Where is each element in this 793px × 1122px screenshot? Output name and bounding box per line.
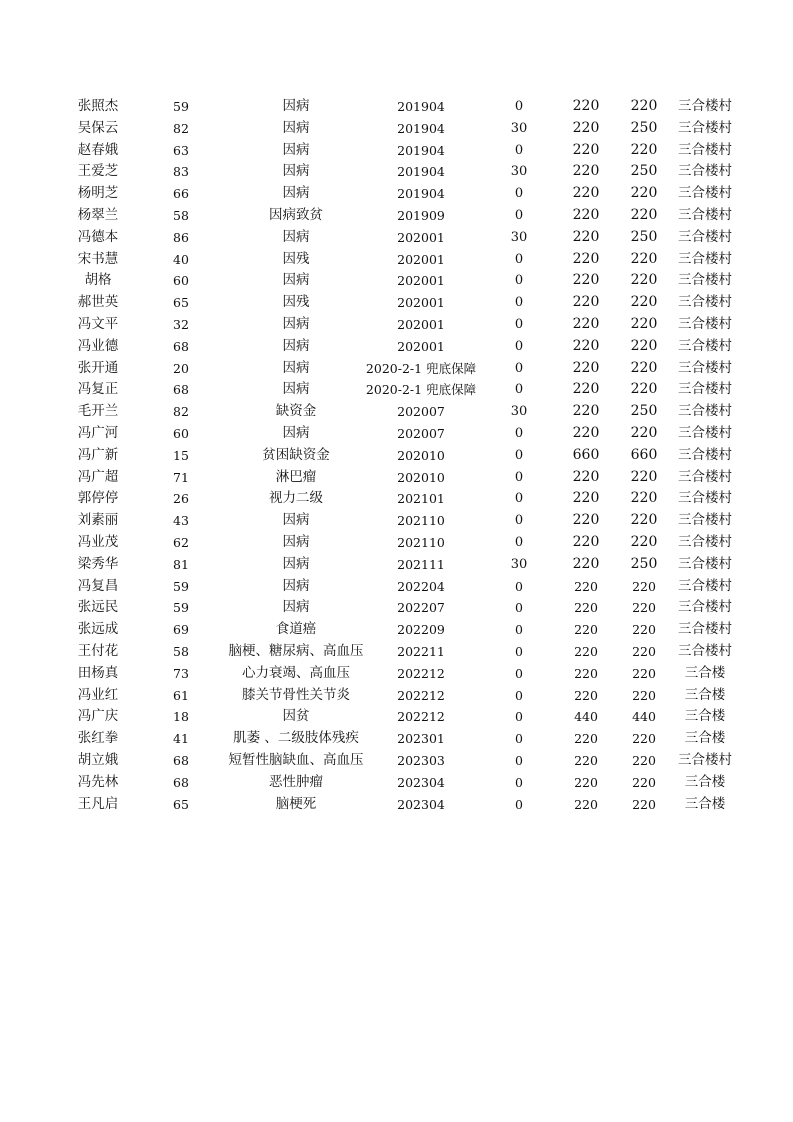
base-amount: 220 [572,163,600,180]
total-amount: 250 [630,228,658,245]
extra-amount: 30 [510,229,528,245]
recipient-age: 58 [173,207,189,223]
extra-amount: 0 [514,316,524,332]
recipient-age: 82 [173,120,189,136]
total-amount: 220 [632,796,656,812]
table-row [0,140,793,162]
table-row [0,314,793,336]
recipient-age: 66 [173,186,189,202]
start-date: 202001 [397,229,445,245]
total-amount: 220 [632,731,656,747]
recipient-name: 吴保云 [77,119,119,136]
village-name: 三合楼村 [678,642,732,659]
table-row [0,205,793,227]
total-amount: 440 [632,709,656,725]
poverty-reason: 视力二级 [269,490,323,507]
poverty-reason: 因病 [282,337,310,354]
recipient-age: 59 [173,600,189,616]
base-amount: 220 [572,228,600,245]
village-name: 三合楼村 [678,272,732,289]
poverty-reason: 因病 [282,163,310,180]
total-amount: 220 [630,141,658,158]
base-amount: 660 [572,446,600,463]
base-amount: 220 [574,643,598,659]
recipient-age: 59 [173,99,189,114]
total-amount: 220 [630,533,658,550]
table-row [0,750,793,772]
start-date: 202001 [397,316,445,332]
table-row [0,728,793,750]
base-amount: 220 [574,578,598,594]
start-date: 201904 [397,120,445,136]
total-amount: 220 [630,512,658,529]
start-date: 202007 [397,404,445,420]
recipient-name: 张开通 [77,359,119,376]
base-amount: 220 [572,250,600,267]
start-date: 201909 [397,207,445,223]
village-name: 三合楼村 [678,446,732,463]
start-date: 202010 [397,469,445,485]
table-row [0,794,793,816]
recipient-name: 冯广超 [77,468,119,485]
base-amount: 220 [574,796,598,812]
total-amount: 220 [630,337,658,354]
base-amount: 220 [572,315,600,332]
start-date: 202111 [397,556,445,572]
recipient-age: 26 [173,491,189,507]
table-row [0,161,793,183]
table-row [0,336,793,358]
start-date: 202001 [397,273,445,289]
village-name: 三合楼村 [678,381,732,398]
poverty-reason: 因残 [282,294,310,311]
table-row [0,488,793,510]
recipient-age: 41 [173,731,189,747]
recipient-age: 62 [173,534,189,550]
poverty-reason: 因病 [282,185,310,202]
recipient-name: 杨翠兰 [77,206,119,223]
recipient-age: 81 [173,556,189,572]
recipient-name: 赵春娥 [77,141,119,158]
total-amount: 220 [632,687,656,703]
total-amount: 220 [630,206,658,223]
extra-amount: 0 [515,600,523,616]
extra-amount: 30 [510,556,528,572]
recipient-age: 65 [173,295,189,311]
extra-amount: 0 [514,447,524,463]
extra-amount: 0 [515,643,523,659]
base-amount: 220 [574,731,598,747]
extra-amount: 0 [515,709,523,725]
recipient-name: 梁秀华 [77,555,119,572]
extra-amount: 30 [510,164,528,180]
total-amount: 220 [632,600,656,616]
start-date: 202212 [397,687,445,703]
poverty-reason: 因病 [282,98,310,114]
poverty-reason: 因病 [282,315,310,332]
village-name: 三合楼村 [678,294,732,311]
extra-amount: 0 [514,491,524,507]
start-date: 202211 [397,643,445,659]
recipient-age: 83 [173,164,189,180]
base-amount: 220 [572,206,600,223]
total-amount: 250 [630,119,658,136]
village-name: 三合楼村 [678,424,732,441]
village-name: 三合楼村 [678,512,732,529]
start-date: 202110 [397,534,445,550]
base-amount: 220 [572,403,600,420]
poverty-reason: 因病 [282,228,310,245]
table-row [0,510,793,532]
poverty-reason: 因病 [282,272,310,289]
start-date: 202304 [397,774,445,790]
extra-amount: 0 [514,186,524,202]
table-row [0,423,793,445]
base-amount: 220 [574,665,598,681]
poverty-reason: 短暂性脑缺血、高血压 [228,751,364,768]
recipient-age: 65 [173,796,189,812]
extra-amount: 0 [514,338,524,354]
start-date: 202007 [397,425,445,441]
base-amount: 220 [572,272,600,289]
table-row [0,532,793,554]
total-amount: 220 [630,294,658,311]
start-date: 202001 [397,295,445,311]
poverty-reason: 因病 [282,141,310,158]
start-date: 202212 [397,665,445,681]
poverty-reason: 食道癌 [275,621,317,638]
start-date: 202301 [397,731,445,747]
recipient-age: 68 [173,382,189,398]
total-amount: 220 [630,98,658,114]
table-row [0,663,793,685]
table-row [0,576,793,598]
recipient-name: 胡立娥 [77,751,119,768]
village-name: 三合楼 [684,773,726,790]
table-row [0,772,793,794]
start-date: 202209 [397,622,445,638]
base-amount: 220 [572,555,600,572]
table-row [0,597,793,619]
village-name: 三合楼村 [678,599,732,616]
table-row [0,706,793,728]
village-name: 三合楼 [684,664,726,681]
total-amount: 220 [632,665,656,681]
table-row [0,467,793,489]
poverty-reason: 缺资金 [275,403,317,420]
recipient-name: 张远成 [77,621,119,638]
village-name: 三合楼村 [678,751,732,768]
total-amount: 220 [630,424,658,441]
base-amount: 220 [572,381,600,398]
extra-amount: 0 [514,142,524,158]
recipient-name: 王爱芝 [77,163,119,180]
start-date: 202001 [397,338,445,354]
start-date: 202304 [397,796,445,812]
recipient-age: 20 [173,360,189,376]
start-date: 202010 [397,447,445,463]
poverty-reason: 因病 [282,359,310,376]
recipient-name: 冯业茂 [77,533,119,550]
recipient-name: 毛开兰 [77,403,119,420]
village-name: 三合楼村 [678,337,732,354]
poverty-reason: 因病 [282,512,310,529]
village-name: 三合楼 [684,730,726,747]
table-row [0,96,793,118]
poverty-reason: 脑梗、糖尿病、高血压 [228,642,364,659]
start-date: 202204 [397,578,445,594]
recipient-age: 63 [173,142,189,158]
poverty-reason: 因病 [282,577,310,594]
village-name: 三合楼村 [678,403,732,420]
recipient-age: 86 [173,229,189,245]
recipient-name: 冯德本 [77,228,119,245]
village-name: 三合楼村 [678,250,732,267]
base-amount: 220 [572,424,600,441]
recipient-name: 冯文平 [77,315,119,332]
poverty-reason: 因病致贫 [269,206,323,223]
village-name: 三合楼村 [678,185,732,202]
recipient-age: 18 [173,709,189,725]
village-name: 三合楼村 [678,119,732,136]
poverty-reason: 因病 [282,533,310,550]
recipient-age: 69 [173,622,189,638]
start-date: 201904 [397,142,445,158]
village-name: 三合楼村 [678,533,732,550]
extra-amount: 0 [514,99,524,114]
poverty-reason: 因残 [282,250,310,267]
village-name: 三合楼村 [678,228,732,245]
village-name: 三合楼 [684,708,726,725]
extra-amount: 0 [515,796,523,812]
recipient-age: 43 [173,513,189,529]
total-amount: 220 [632,578,656,594]
extra-amount: 0 [514,534,524,550]
poverty-reason: 淋巴瘤 [275,468,317,485]
table-row [0,292,793,314]
recipient-age: 73 [173,665,189,681]
poverty-reason: 因病 [282,599,310,616]
village-name: 三合楼 [684,795,726,812]
recipient-name: 张远民 [77,599,119,616]
extra-amount: 0 [515,665,523,681]
base-amount: 220 [572,98,600,114]
assistance-table [0,96,793,815]
village-name: 三合楼村 [678,315,732,332]
recipient-age: 82 [173,404,189,420]
poverty-reason: 恶性肿瘤 [269,773,323,790]
base-amount: 220 [574,687,598,703]
total-amount: 660 [630,446,658,463]
table-row [0,554,793,576]
extra-amount: 0 [514,273,524,289]
total-amount: 220 [630,185,658,202]
table-row [0,270,793,292]
table-row [0,685,793,707]
base-amount: 220 [572,490,600,507]
recipient-age: 68 [173,774,189,790]
recipient-age: 71 [173,469,189,485]
base-amount: 220 [574,752,598,768]
poverty-reason: 因病 [282,555,310,572]
recipient-name: 郝世英 [77,294,119,311]
base-amount: 220 [572,119,600,136]
recipient-name: 冯广河 [77,424,119,441]
poverty-reason: 因病 [282,424,310,441]
base-amount: 220 [572,359,600,376]
village-name: 三合楼村 [678,468,732,485]
table-row [0,249,793,271]
extra-amount: 30 [510,404,528,420]
village-name: 三合楼 [684,686,726,703]
recipient-name: 王凡启 [77,795,119,812]
village-name: 三合楼村 [678,577,732,594]
village-name: 三合楼村 [678,490,732,507]
extra-amount: 0 [515,687,523,703]
base-amount: 220 [574,774,598,790]
poverty-reason: 膝关节骨性关节炎 [242,686,350,703]
village-name: 三合楼村 [678,163,732,180]
extra-amount: 0 [514,425,524,441]
village-name: 三合楼村 [678,141,732,158]
extra-amount: 0 [514,207,524,223]
extra-amount: 0 [514,513,524,529]
recipient-name: 田杨真 [77,664,119,681]
village-name: 三合楼村 [678,206,732,223]
recipient-name: 张红拳 [77,730,119,747]
recipient-age: 60 [173,425,189,441]
base-amount: 440 [574,709,598,725]
recipient-age: 32 [173,316,189,332]
start-date: 201904 [397,99,445,114]
recipient-age: 40 [173,251,189,267]
recipient-age: 58 [173,643,189,659]
total-amount: 220 [630,315,658,332]
village-name: 三合楼村 [678,359,732,376]
table-row [0,358,793,380]
extra-amount: 0 [515,752,523,768]
recipient-name: 刘素丽 [77,512,119,529]
recipient-name: 冯广新 [77,446,119,463]
table-row [0,379,793,401]
recipient-age: 68 [173,338,189,354]
extra-amount: 0 [514,295,524,311]
table-row [0,183,793,205]
extra-amount: 0 [514,382,524,398]
start-date: 2020-2-1 兜底保障 [365,382,477,398]
recipient-age: 60 [173,273,189,289]
table-row [0,445,793,467]
total-amount: 220 [632,774,656,790]
base-amount: 220 [572,512,600,529]
recipient-name: 王付花 [77,642,119,659]
recipient-name: 冯广庆 [77,708,119,725]
start-date: 201904 [397,164,445,180]
recipient-age: 68 [173,752,189,768]
base-amount: 220 [572,141,600,158]
base-amount: 220 [572,533,600,550]
base-amount: 220 [574,622,598,638]
recipient-name: 杨明芝 [77,185,119,202]
recipient-age: 15 [173,447,189,463]
extra-amount: 0 [514,469,524,485]
recipient-name: 冯复昌 [77,577,119,594]
extra-amount: 0 [514,251,524,267]
poverty-reason: 因贫 [282,708,310,725]
start-date: 202207 [397,600,445,616]
extra-amount: 0 [515,578,523,594]
recipient-name: 冯先林 [77,773,119,790]
extra-amount: 30 [510,120,528,136]
total-amount: 220 [630,359,658,376]
total-amount: 220 [630,272,658,289]
start-date: 202001 [397,251,445,267]
table-row [0,619,793,641]
base-amount: 220 [572,185,600,202]
extra-amount: 0 [515,622,523,638]
start-date: 202101 [397,491,445,507]
extra-amount: 0 [515,731,523,747]
recipient-name: 冯复正 [77,381,119,398]
recipient-name: 胡格 [84,272,112,289]
start-date: 202110 [397,513,445,529]
total-amount: 220 [630,468,658,485]
poverty-reason: 脑梗死 [275,795,317,812]
base-amount: 220 [572,294,600,311]
table-row [0,227,793,249]
base-amount: 220 [572,468,600,485]
start-date: 202212 [397,709,445,725]
table-row [0,118,793,140]
recipient-name: 宋书慧 [77,250,119,267]
poverty-reason: 贫困缺资金 [262,446,330,463]
start-date: 201904 [397,186,445,202]
recipient-age: 61 [173,687,189,703]
recipient-name: 张照杰 [77,98,119,114]
poverty-reason: 因病 [282,119,310,136]
total-amount: 220 [630,250,658,267]
poverty-reason: 因病 [282,381,310,398]
total-amount: 220 [630,490,658,507]
recipient-name: 冯业德 [77,337,119,354]
total-amount: 250 [630,555,658,572]
extra-amount: 0 [515,774,523,790]
total-amount: 220 [632,752,656,768]
poverty-reason: 肌萎 、二级肢体残疾 [233,730,359,747]
village-name: 三合楼村 [678,555,732,572]
total-amount: 220 [630,381,658,398]
total-amount: 250 [630,403,658,420]
extra-amount: 0 [514,360,524,376]
total-amount: 220 [632,622,656,638]
village-name: 三合楼村 [678,621,732,638]
table-row [0,641,793,663]
total-amount: 220 [632,643,656,659]
start-date: 2020-2-1 兜底保障 [365,360,477,376]
start-date: 202303 [397,752,445,768]
recipient-name: 郭停停 [77,490,119,507]
total-amount: 250 [630,163,658,180]
base-amount: 220 [574,600,598,616]
village-name: 三合楼村 [678,98,732,114]
table-row [0,401,793,423]
poverty-reason: 心力衰竭、高血压 [242,664,350,681]
recipient-name: 冯业红 [77,686,119,703]
recipient-age: 59 [173,578,189,594]
base-amount: 220 [572,337,600,354]
